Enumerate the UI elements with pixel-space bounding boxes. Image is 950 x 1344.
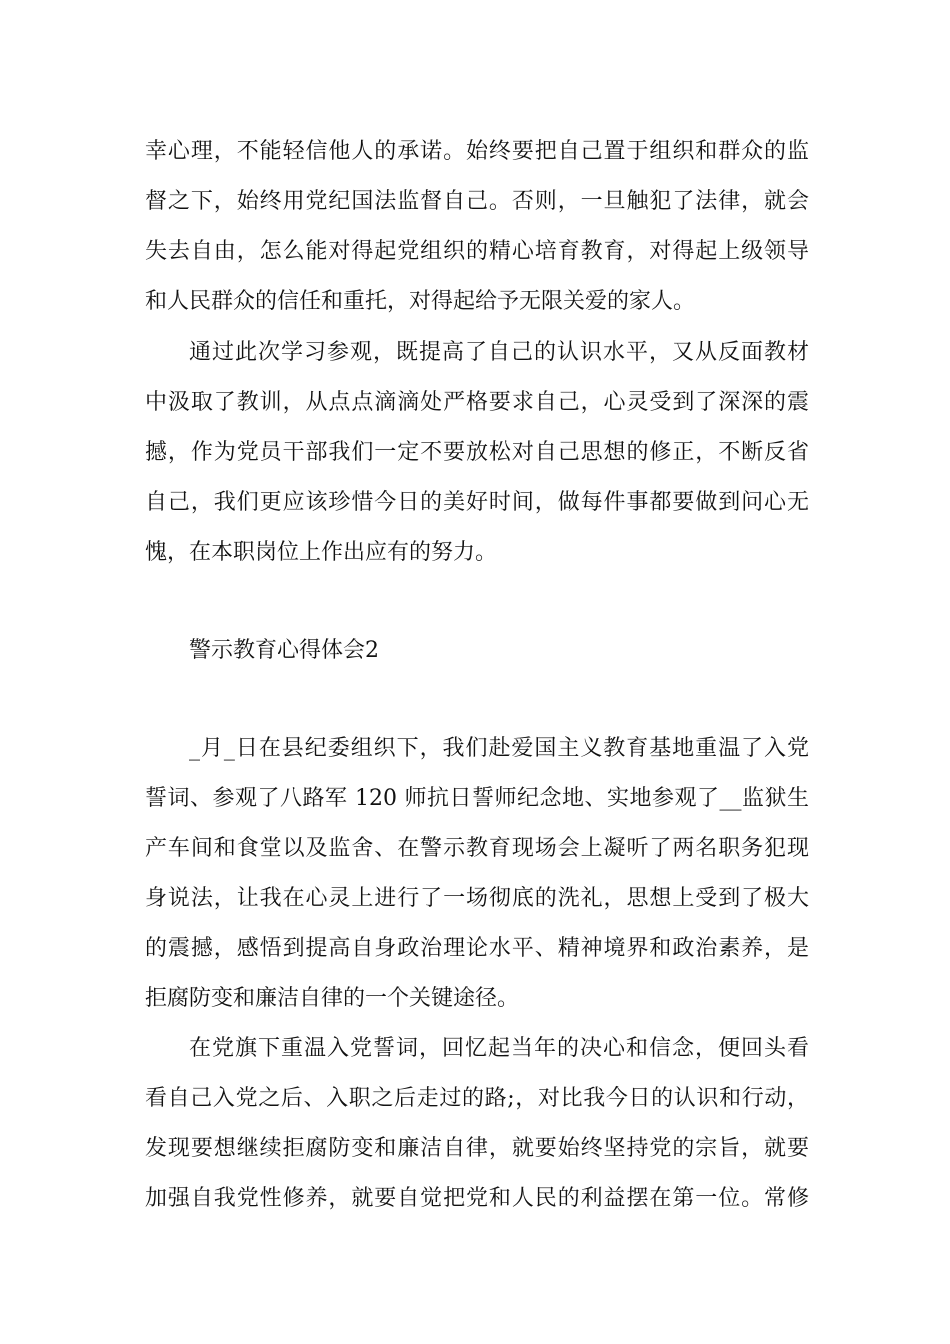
paragraph-line: 发现要想继续拒腐防变和廉洁自律，就要始终坚持党的宗旨，就要	[145, 1136, 809, 1161]
paragraph-line: 通过此次学习参观，既提高了自己的认识水平，又从反面教材	[189, 340, 809, 365]
paragraph-line: 加强自我党性修养，就要自觉把党和人民的利益摆在第一位。常修	[145, 1186, 809, 1211]
paragraph-line: 在党旗下重温入党誓词，回忆起当年的决心和信念，便回头看	[189, 1036, 809, 1061]
paragraph-line: 督之下，始终用党纪国法监督自己。否则，一旦触犯了法律，就会	[145, 189, 809, 214]
paragraph-line: 自己，我们更应该珍惜今日的美好时间，做每件事都要做到问心无	[145, 490, 809, 515]
paragraph-line: 看自己入党之后、入职之后走过的路;，对比我今日的认识和行动，	[145, 1086, 809, 1111]
paragraph-line: 身说法，让我在心灵上进行了一场彻底的洗礼，思想上受到了极大	[145, 886, 809, 911]
paragraph-line: 拒腐防变和廉洁自律的一个关键途径。	[145, 986, 520, 1011]
paragraph-line: 誓词、参观了八路军 120 师抗日誓师纪念地、实地参观了__监狱生	[145, 786, 809, 811]
paragraph-line: 失去自由，怎么能对得起党组织的精心培育教育，对得起上级领导	[145, 239, 809, 264]
paragraph-line: _月_日在县纪委组织下，我们赴爱国主义教育基地重温了入党	[189, 736, 809, 761]
paragraph-line: 撼，作为党员干部我们一定不要放松对自己思想的修正，不断反省	[145, 440, 809, 465]
paragraph-line: 的震撼，感悟到提高自身政治理论水平、精神境界和政治素养，是	[145, 936, 809, 961]
paragraph-line: 和人民群众的信任和重托，对得起给予无限关爱的家人。	[145, 289, 696, 314]
section-heading: 警示教育心得体会2	[189, 638, 379, 663]
paragraph-line: 愧，在本职岗位上作出应有的努力。	[145, 540, 498, 565]
paragraph-line: 中汲取了教训，从点点滴滴处严格要求自己，心灵受到了深深的震	[145, 390, 809, 415]
paragraph-line: 产车间和食堂以及监舍、在警示教育现场会上凝听了两名职务犯现	[145, 836, 809, 861]
paragraph-line: 幸心理，不能轻信他人的承诺。始终要把自己置于组织和群众的监	[145, 139, 809, 164]
